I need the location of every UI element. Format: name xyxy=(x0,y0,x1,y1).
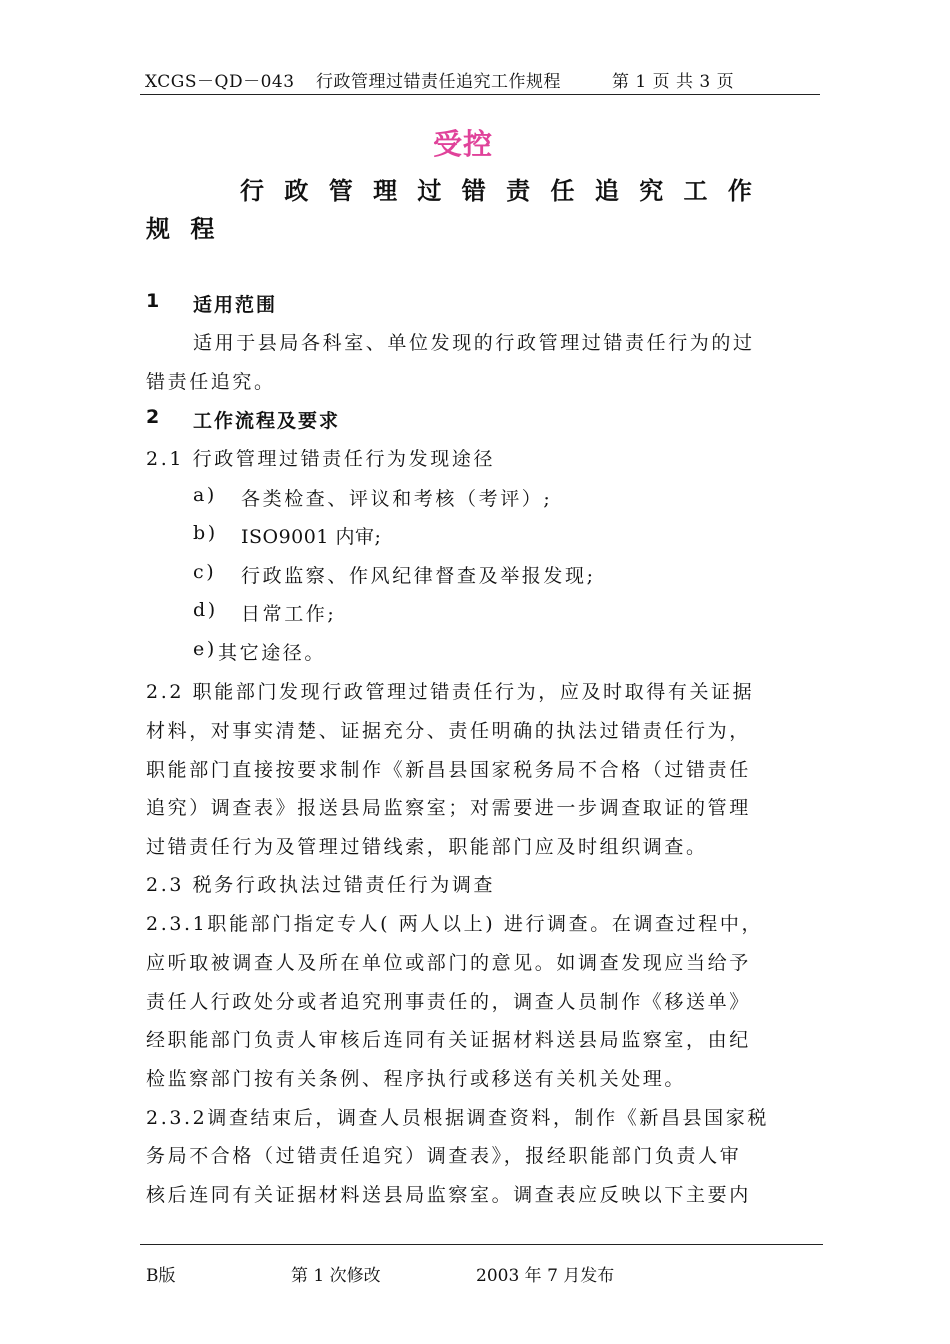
header-rule xyxy=(140,94,820,95)
footer-rule xyxy=(140,1244,823,1245)
paragraph-line: 错责任追究。 xyxy=(146,371,276,393)
list-item-label: d) xyxy=(193,599,218,621)
list-item-label: e) xyxy=(193,638,217,660)
paragraph-line: 2.2 职能部门发现行政管理过错责任行为，应及时取得有关证据 xyxy=(146,681,755,703)
paragraph-line: 责任人行政处分或者追究刑事责任的，调查人员制作《移送单》 xyxy=(146,991,751,1013)
list-item-text: ISO9001 内审; xyxy=(241,526,382,548)
paragraph-line: 应听取被调查人及所在单位或部门的意见。如调查发现应当给予 xyxy=(146,952,751,974)
paragraph-line: 务局不合格（过错责任追究）调查表》，报经职能部门负责人审 xyxy=(146,1145,742,1167)
footer-edition: B版 xyxy=(146,1266,176,1286)
list-item-text: 日常工作; xyxy=(241,603,337,625)
header-doc-title: 行政管理过错责任追究工作规程 xyxy=(316,72,561,92)
section-1-number: 1 xyxy=(146,290,162,312)
list-item-label: b) xyxy=(193,522,218,544)
section-1-title: 适用范围 xyxy=(193,294,278,316)
list-item-text: 行政监察、作风纪律督查及举报发现; xyxy=(241,565,596,587)
paragraph-line: 2.3.1职能部门指定专人( 两人以上) 进行调查。在调查过程中， xyxy=(146,913,764,935)
footer-release-date: 2003 年 7 月发布 xyxy=(476,1266,615,1286)
paragraph-line: 检监察部门按有关条例、程序执行或移送有关机关处理。 xyxy=(146,1068,687,1090)
controlled-stamp: 受控 xyxy=(433,127,494,161)
header-page-info: 第 1 页 共 3 页 xyxy=(612,72,735,92)
document-title-line2: 规 程 xyxy=(146,215,221,243)
section-2-title: 工作流程及要求 xyxy=(193,410,341,432)
paragraph-line: 追究）调查表》报送县局监察室；对需要进一步调查取证的管理 xyxy=(146,797,751,819)
doc-code: XCGS－QD－043 xyxy=(145,72,295,92)
subsection-2-3: 2.3 税务行政执法过错责任行为调查 xyxy=(146,874,496,896)
section-2-number: 2 xyxy=(146,406,162,428)
list-item-text: 其它途径。 xyxy=(218,642,327,664)
subsection-2-1: 2.1 行政管理过错责任行为发现途径 xyxy=(146,448,496,470)
footer-revision: 第 1 次修改 xyxy=(291,1266,381,1286)
paragraph-line: 2.3.2调查结束后，调查人员根据调查资料，制作《新昌县国家税 xyxy=(146,1107,769,1129)
paragraph-line: 过错责任行为及管理过错线索，职能部门应及时组织调查。 xyxy=(146,836,708,858)
list-item-label: c) xyxy=(193,561,217,583)
list-item-text: 各类检查、评议和考核（考评）; xyxy=(241,488,553,510)
paragraph-line: 适用于县局各科室、单位发现的行政管理过错责任行为的过 xyxy=(193,332,755,354)
paragraph-line: 材料，对事实清楚、证据充分、责任明确的执法过错责任行为， xyxy=(146,720,751,742)
document-title-line1: 行 政 管 理 过 错 责 任 追 究 工 作 xyxy=(240,177,758,205)
paragraph-line: 职能部门直接按要求制作《新昌县国家税务局不合格（过错责任 xyxy=(146,759,751,781)
list-item-label: a) xyxy=(193,484,217,506)
paragraph-line: 核后连同有关证据材料送县局监察室。调查表应反映以下主要内 xyxy=(146,1184,751,1206)
paragraph-line: 经职能部门负责人审核后连同有关证据材料送县局监察室，由纪 xyxy=(146,1029,751,1051)
